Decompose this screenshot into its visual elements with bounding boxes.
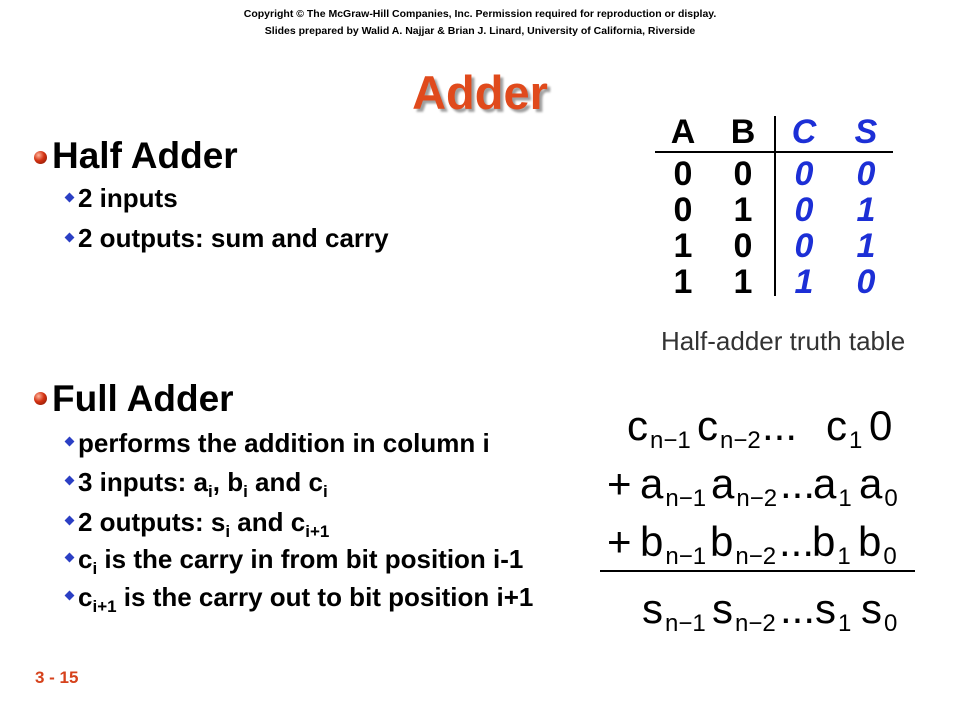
table-header-b: B — [730, 113, 756, 151]
math-subscript: n−2 — [736, 485, 778, 512]
table-cell: 1 — [673, 263, 693, 301]
table-cell: 0 — [856, 263, 876, 301]
full-adder-item — [78, 584, 533, 614]
math-subscript: n−1 — [665, 610, 706, 637]
page-number: 3 - 15 — [35, 668, 79, 687]
item-text: 2 outputs: s — [78, 507, 226, 537]
math-symbol: a — [711, 460, 735, 507]
math-subscript: n−1 — [650, 427, 691, 454]
math-term — [815, 585, 852, 637]
math-symbol: s — [642, 585, 663, 632]
table-cell: 1 — [794, 263, 814, 301]
table-header-s: S — [854, 113, 878, 151]
math-ellipsis: ... — [780, 585, 816, 632]
math-term — [813, 460, 852, 512]
item-text: c — [78, 582, 93, 612]
half-adder-item: 2 inputs — [78, 183, 178, 213]
math-symbol: c — [826, 402, 847, 449]
item-text: and c — [230, 507, 306, 537]
subscript: i — [92, 559, 98, 578]
half-adder-item: 2 outputs: sum and carry — [78, 223, 389, 253]
math-symbol: b — [812, 518, 836, 565]
math-term — [640, 518, 707, 570]
math-subscript: 0 — [884, 610, 898, 637]
diamond-bullet-icon — [65, 476, 75, 486]
item-text: 3 inputs: a — [78, 467, 209, 497]
math-symbol: a — [640, 460, 664, 507]
diamond-bullet-icon — [65, 437, 75, 447]
math-term — [640, 460, 707, 512]
math-term — [712, 585, 776, 637]
table-header-c: C — [791, 113, 817, 151]
table-header-a: A — [670, 113, 696, 151]
subscript: i — [243, 482, 248, 501]
sphere-bullet-icon — [34, 151, 47, 164]
math-subscript: 0 — [883, 543, 897, 570]
copyright-notice: Copyright © The McGraw-Hill Companies, Inc. Permission required for reproduction or display. — [243, 8, 717, 20]
math-subscript: n−2 — [735, 543, 777, 570]
table-cell: 0 — [733, 155, 753, 193]
full-adder-heading: Full Adder — [52, 378, 234, 419]
math-subscript: 1 — [838, 610, 852, 637]
full-adder-item — [78, 469, 328, 499]
table-cell: 0 — [733, 227, 753, 265]
math-term — [642, 585, 706, 637]
math-symbol: a — [813, 460, 837, 507]
math-term — [711, 460, 778, 512]
math-subscript: 1 — [838, 485, 852, 512]
plus-sign: + — [607, 518, 632, 565]
math-subscript: n−2 — [735, 610, 776, 637]
math-subscript: n−1 — [665, 543, 707, 570]
subscript: i — [225, 522, 231, 541]
full-adder-item — [78, 509, 329, 539]
table-divider-vertical — [774, 116, 776, 296]
table-cell: 1 — [856, 227, 876, 265]
math-ellipsis: ... — [780, 460, 816, 507]
diamond-bullet-icon — [65, 516, 75, 526]
math-symbol: s — [712, 585, 733, 632]
table-cell: 0 — [673, 155, 693, 193]
slide-title: Adder — [412, 66, 548, 119]
diamond-bullet-icon — [65, 591, 75, 601]
slide-credits: Slides prepared by Walid A. Najjar & Brian J. Linard, University of California, Riverside — [264, 25, 696, 37]
math-symbol: a — [859, 460, 883, 507]
math-ellipsis: ... — [762, 402, 798, 449]
math-term — [697, 402, 761, 454]
sphere-bullet-icon — [34, 392, 47, 405]
subscript: i+1 — [92, 597, 117, 616]
math-ellipsis: ... — [779, 518, 815, 565]
math-term — [861, 585, 898, 637]
table-cell: 0 — [794, 191, 814, 229]
diamond-bullet-icon — [65, 233, 75, 243]
math-symbol: b — [710, 518, 734, 565]
math-term — [859, 460, 898, 512]
table-cell: 0 — [794, 155, 814, 193]
table-cell: 0 — [673, 191, 693, 229]
math-symbol: 0 — [869, 402, 893, 449]
math-term — [710, 518, 777, 570]
math-term — [826, 402, 863, 454]
item-text: is the carry in from bit position i-1 — [97, 544, 524, 574]
truth-table-caption: Half-adder truth table — [661, 326, 906, 356]
item-text: is the carry out to bit position i+1 — [116, 582, 534, 612]
math-subscript: n−1 — [665, 485, 707, 512]
math-symbol: c — [697, 402, 718, 449]
table-divider-horizontal — [655, 151, 893, 153]
math-symbol: c — [627, 402, 648, 449]
math-symbol: s — [861, 585, 882, 632]
math-symbol: b — [640, 518, 664, 565]
math-term — [858, 518, 897, 570]
subscript: i — [208, 482, 213, 501]
item-text: c — [78, 544, 93, 574]
math-term — [627, 402, 691, 454]
math-subscript: 1 — [837, 543, 851, 570]
math-term — [812, 518, 851, 570]
item-text: and c — [247, 467, 323, 497]
math-subscript: 1 — [849, 427, 863, 454]
table-cell: 1 — [733, 191, 753, 229]
table-cell: 0 — [794, 227, 814, 265]
item-text: performs the addition in column i — [78, 428, 490, 458]
math-subscript: 0 — [884, 485, 898, 512]
full-adder-item — [78, 546, 523, 576]
table-cell: 0 — [856, 155, 876, 193]
plus-sign: + — [607, 460, 632, 507]
table-cell: 1 — [856, 191, 876, 229]
math-subscript: n−2 — [720, 427, 761, 454]
diamond-bullet-icon — [65, 553, 75, 563]
math-symbol: b — [858, 518, 882, 565]
item-text: , b — [212, 467, 244, 497]
math-symbol: s — [815, 585, 836, 632]
subscript: i — [322, 482, 328, 501]
half-adder-heading: Half Adder — [52, 135, 238, 176]
full-adder-item — [78, 430, 490, 456]
table-cell: 1 — [733, 263, 753, 301]
table-cell: 1 — [673, 227, 693, 265]
diamond-bullet-icon — [65, 193, 75, 203]
sum-rule-line — [600, 570, 915, 572]
subscript: i+1 — [305, 522, 330, 541]
